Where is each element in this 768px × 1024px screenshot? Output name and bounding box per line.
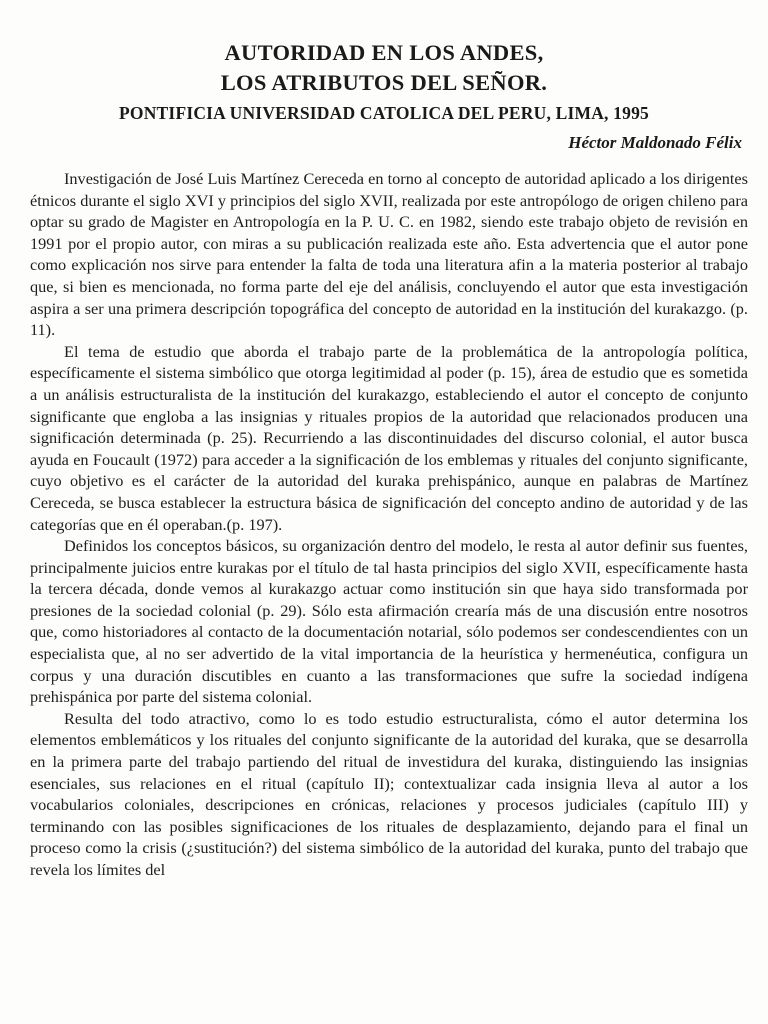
paragraph-3: Definidos los conceptos básicos, su organización dentro del modelo, le resta al autor definir sus fuentes, principalmente juicios entre kurakas por el título de tal hasta principios del siglo XVII, específicamente hasta la tercera década, donde vemos al kurakazgo actuar como institución sin que haya sido transformada por presiones de la sociedad colonial (p. 29). Sólo esta afirmación crearía más de una discusión entre nosotros que, como historiadores al contacto de la documentación notarial, sólo podemos ser condescendientes con un especialista que, al no ser advertido de la vital importancia de la heurística y hermenéutica, configura un corpus y una duración discutibles en cuanto a las transformaciones que sufre la sociedad indígena prehispánica por parte del sistema colonial. [30, 536, 748, 707]
author-name: Héctor Maldonado Félix [568, 133, 742, 152]
title-line-1: AUTORIDAD EN LOS ANDES, [224, 40, 544, 65]
body-text [30, 168, 748, 881]
subtitle: PONTIFICIA UNIVERSIDAD CATOLICA DEL PERU, LIMA, 1995 [119, 103, 649, 123]
paragraph-4: Resulta del todo atractivo, como lo es todo estudio estructuralista, cómo el autor determina los elementos emblemáticos y los rituales del conjunto significante de la autoridad del kuraka, que se desarrolla en la primera parte del trabajo partiendo del ritual de investidura del kuraka, distinguiendo las insignias esenciales, sus relaciones en el ritual (capítulo II); contextualizar cada insignia lleva al autor a los vocabularios coloniales, descripciones en crónicas, relaciones y procesos judiciales (capítulo III) y terminando con las posibles significaciones de los rituales de desplazamiento, dejando para el final un proceso como la crisis (¿sustitución?) del sistema simbólico de la autoridad del kuraka, punto del trabajo que revela los límites del [30, 708, 748, 879]
title-block [0, 38, 768, 125]
paragraph-2: El tema de estudio que aborda el trabajo parte de la problemática de la antropología política, específicamente el sistema simbólico que otorga legitimidad al poder (p. 15), área de estudio que es sometida a un análisis estructuralista de la institución del kurakazgo, estableciendo el autor el concepto de conjunto significante que engloba a las insignias y rituales propios de la autoridad que relacionados producen una significación determinada (p. 25). Recurriendo a las discontinuidades del discurso colonial, el autor busca ayuda en Foucault (1972) para acceder a la significación de los emblemas y rituales del conjunto significante, cuyo objetivo es el carácter de la autoridad del kuraka prehispánico, aunque en palabras de Martínez Cereceda, se busca establecer la estructura básica de significación del concepto andino de autoridad y de las categorías que en él operaban.(p. 197). [30, 341, 748, 534]
paragraph-1: Investigación de José Luis Martínez Cereceda en torno al concepto de autoridad aplicado a los dirigentes étnicos durante el siglo XVI y principios del siglo XVII, realizada por este antropólogo de origen chileno para optar su grado de Magister en Antropología en la P. U. C. en 1982, siendo este trabajo objeto de revisión en 1991 por el propio autor, con miras a su publicación realizada este año. Esta advertencia que el autor pone como explicación nos sirve para entender la falta de toda una literatura afin a la materia posterior al trabajo que, si bien es mencionada, no forma parte del eje del análisis, concluyendo el autor que esta investigación aspira a ser una primera descripción topográfica del concepto de autoridad en la institución del kurakazgo. (p. 11). [30, 169, 748, 340]
title-line-2: LOS ATRIBUTOS DEL SEÑOR. [220, 70, 548, 95]
